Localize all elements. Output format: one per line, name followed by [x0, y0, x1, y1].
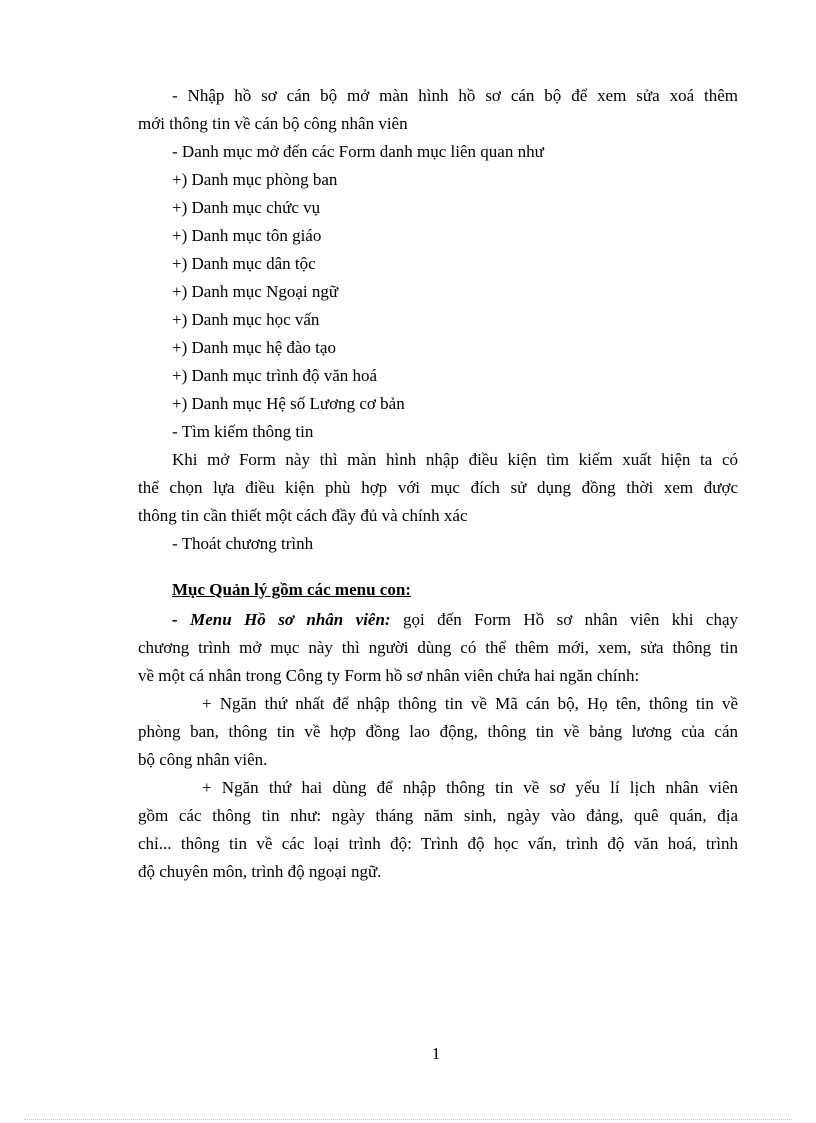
list-item: +) Danh mục học vấn: [172, 310, 320, 329]
paragraph-line: [172, 606, 738, 634]
page-number: 1: [431, 1044, 441, 1063]
paragraph-line: Khi mở Form này thì màn hình nhập điều kiện tìm kiếm xuất hiện ta có: [172, 450, 738, 469]
paragraph-line: - Nhập hồ sơ cán bộ mở màn hình hồ sơ cán bộ để xem sửa xoá thêm: [172, 86, 738, 105]
list-item: +) Danh mục phòng ban: [172, 170, 338, 189]
paragraph-line: chỉ... thông tin về các loại trình độ: Trình độ học vấn, trình độ văn hoá, trình: [138, 834, 738, 853]
paragraph-line: gồm các thông tin như: ngày tháng năm sinh, ngày vào đảng, quê quán, địa: [138, 806, 738, 825]
paragraph-line: bộ công nhân viên.: [138, 750, 268, 769]
list-item: +) Danh mục hệ đào tạo: [172, 338, 336, 357]
paragraph-line: - Tìm kiếm thông tin: [172, 422, 314, 441]
menu-description: gọi đến Form Hồ sơ nhân viên khi chạy: [390, 610, 738, 629]
paragraph-line: - Thoát chương trình: [172, 534, 314, 553]
paragraph-line: độ chuyên môn, trình độ ngoại ngữ.: [138, 862, 382, 881]
menu-title: - Menu Hồ sơ nhân viên:: [172, 610, 391, 629]
list-item: +) Danh mục Ngoại ngữ: [172, 282, 339, 301]
paragraph-line: phòng ban, thông tin về hợp đồng lao động, thông tin về bảng lương của cán: [138, 722, 738, 741]
list-item: +) Danh mục Hệ số Lương cơ bản: [172, 394, 405, 413]
list-item: +) Danh mục tôn giáo: [172, 226, 322, 245]
list-item: +) Danh mục chức vụ: [172, 198, 321, 217]
paragraph-line: thể chọn lựa điều kiện phù hợp với mục đích sử dụng đồng thời xem được: [138, 478, 738, 497]
bottom-divider: [24, 1119, 792, 1120]
paragraph-line: + Ngăn thứ nhất để nhập thông tin về Mã cán bộ, Họ tên, thông tin về: [202, 694, 738, 713]
paragraph-line: chương trình mở mục này thì người dùng có thể thêm mới, xem, sửa thông tin: [138, 638, 738, 657]
paragraph-line: - Danh mục mở đến các Form danh mục liên quan như: [172, 142, 544, 161]
list-item: +) Danh mục dân tộc: [172, 254, 316, 273]
paragraph-line: mới thông tin về cán bộ công nhân viên: [138, 114, 408, 133]
section-heading: Mục Quản lý gồm các menu con:: [172, 580, 411, 599]
list-item: +) Danh mục trình độ văn hoá: [172, 366, 378, 385]
paragraph-line: + Ngăn thứ hai dùng để nhập thông tin về sơ yếu lí lịch nhân viên: [202, 778, 738, 797]
paragraph-line: về một cá nhân trong Công ty Form hồ sơ nhân viên chứa hai ngăn chính:: [138, 666, 640, 685]
paragraph-line: thông tin cần thiết một cách đầy đủ và chính xác: [138, 506, 468, 525]
